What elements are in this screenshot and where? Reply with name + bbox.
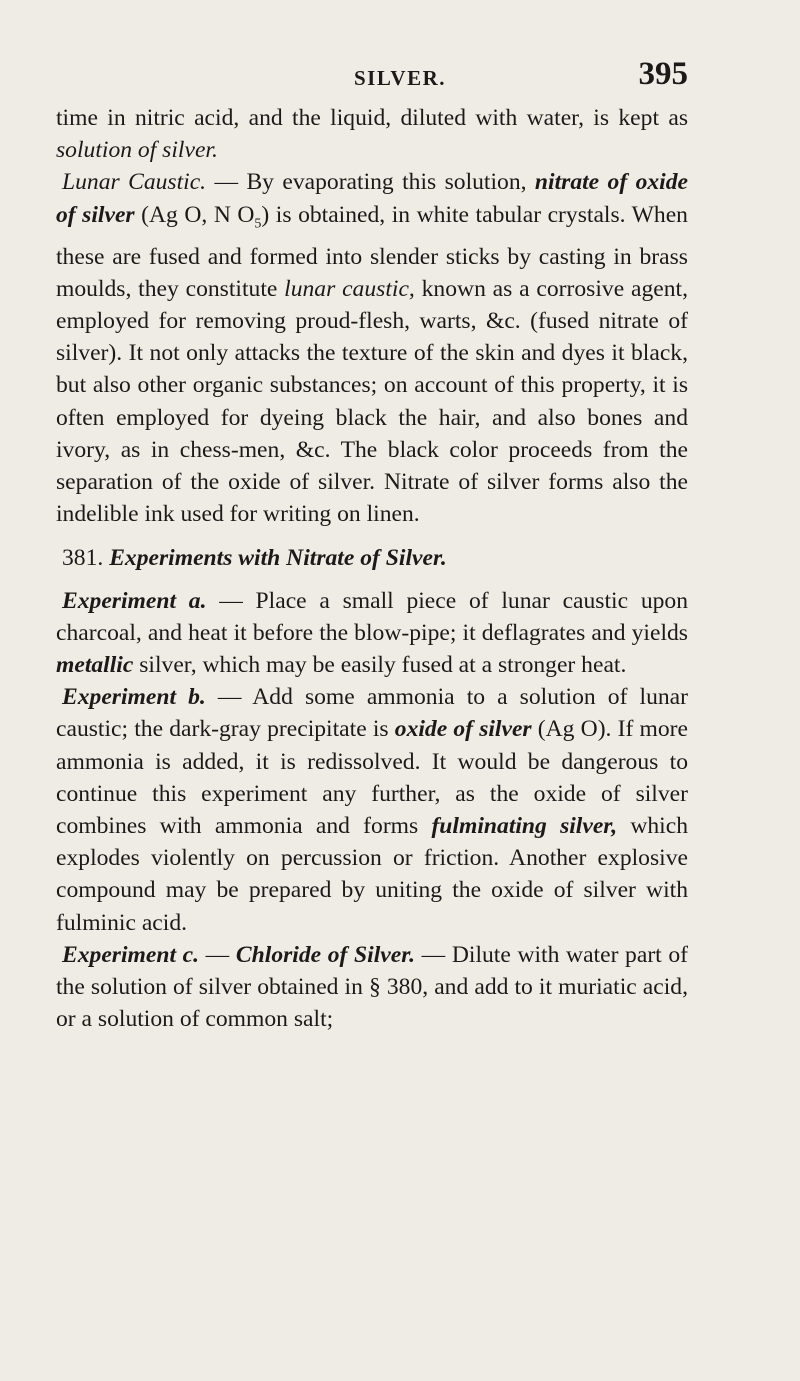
paragraph-continuation: [56, 102, 688, 166]
italic-term: lunar caustic,: [284, 275, 415, 302]
text-run: — Add some ammonia to a solution of lunar caustic; the dark-gray precipitate is: [56, 684, 688, 743]
paragraph-lead: Experiment b.: [62, 684, 206, 711]
section-title: Experiments with Nitrate of Silver.: [109, 545, 447, 572]
paragraph-lunar-caustic: [56, 166, 688, 530]
bold-italic-term: oxide of silver: [394, 716, 532, 743]
text-run: time in nitric acid, and the liquid, diluted with water, is kept as: [56, 105, 688, 131]
text-run: — Dilute with water part of the solution of silver obtained in § 380, and add to it muriatic acid, or a solution of common salt;: [56, 941, 689, 1033]
paragraph-lead: Experiment a.: [62, 587, 207, 614]
bold-italic-term: nitrate of oxide of silver: [56, 169, 688, 228]
running-title: SILVER.: [353, 66, 447, 90]
text-run: ) is obtained, in white tabular crystals. When these are fused and formed into slender sticks by casting in brass moulds, they constitute: [56, 201, 688, 302]
paragraph-experiment-c: [56, 939, 688, 1036]
formula-subscript: 5: [254, 216, 262, 232]
text-run: (Ag O). If more ammonia is added, it is redissolved. It would be dangerous to continue this experiment any further, as the oxide of silver combines with ammonia and forms: [56, 716, 688, 839]
italic-term: solution of silver.: [56, 137, 218, 164]
section-number: 381.: [62, 545, 110, 572]
section-heading: [56, 542, 688, 574]
body-text: [56, 102, 688, 1035]
text-run: — By evaporating this solution,: [206, 169, 535, 196]
text-run: known as a corrosive agent, employed for removing proud-flesh, warts, &c. (fused nitrate of silver). It not only attacks the texture of the skin and dyes it black, but also other organic substances; on account of this property, it is often employed for dyeing black the hair, and also bones and ivory, as in chess-men, &c. The black color proceeds from the separation of the oxide of silver. Nitrate of silver forms also the indelible ink used for writing on linen.: [56, 275, 688, 528]
paragraph-experiment-a: [56, 585, 688, 682]
bold-italic-term: Chloride of Silver.: [235, 941, 415, 968]
text-run: which explodes violently on percussion or friction. Another explosive compound may be prepared by uniting the oxide of silver with fulminic acid.: [56, 812, 688, 936]
running-head: [0, 56, 800, 96]
paragraph-lead: Lunar Caustic.: [62, 169, 207, 196]
paragraph-experiment-b: [56, 681, 688, 939]
page-number: 395: [638, 56, 688, 92]
bold-italic-term: fulminating silver,: [431, 812, 618, 839]
bold-italic-term: metallic: [56, 651, 134, 678]
text-run: —: [199, 941, 236, 968]
text-run: silver, which may be easily fused at a stronger heat.: [133, 651, 627, 678]
text-run: — Place a small piece of lunar caustic upon charcoal, and heat it before the blow-pipe; it deflagrates and yields: [56, 587, 689, 646]
paragraph-lead: Experiment c.: [62, 941, 200, 968]
text-run: (Ag O, N O: [134, 201, 255, 228]
